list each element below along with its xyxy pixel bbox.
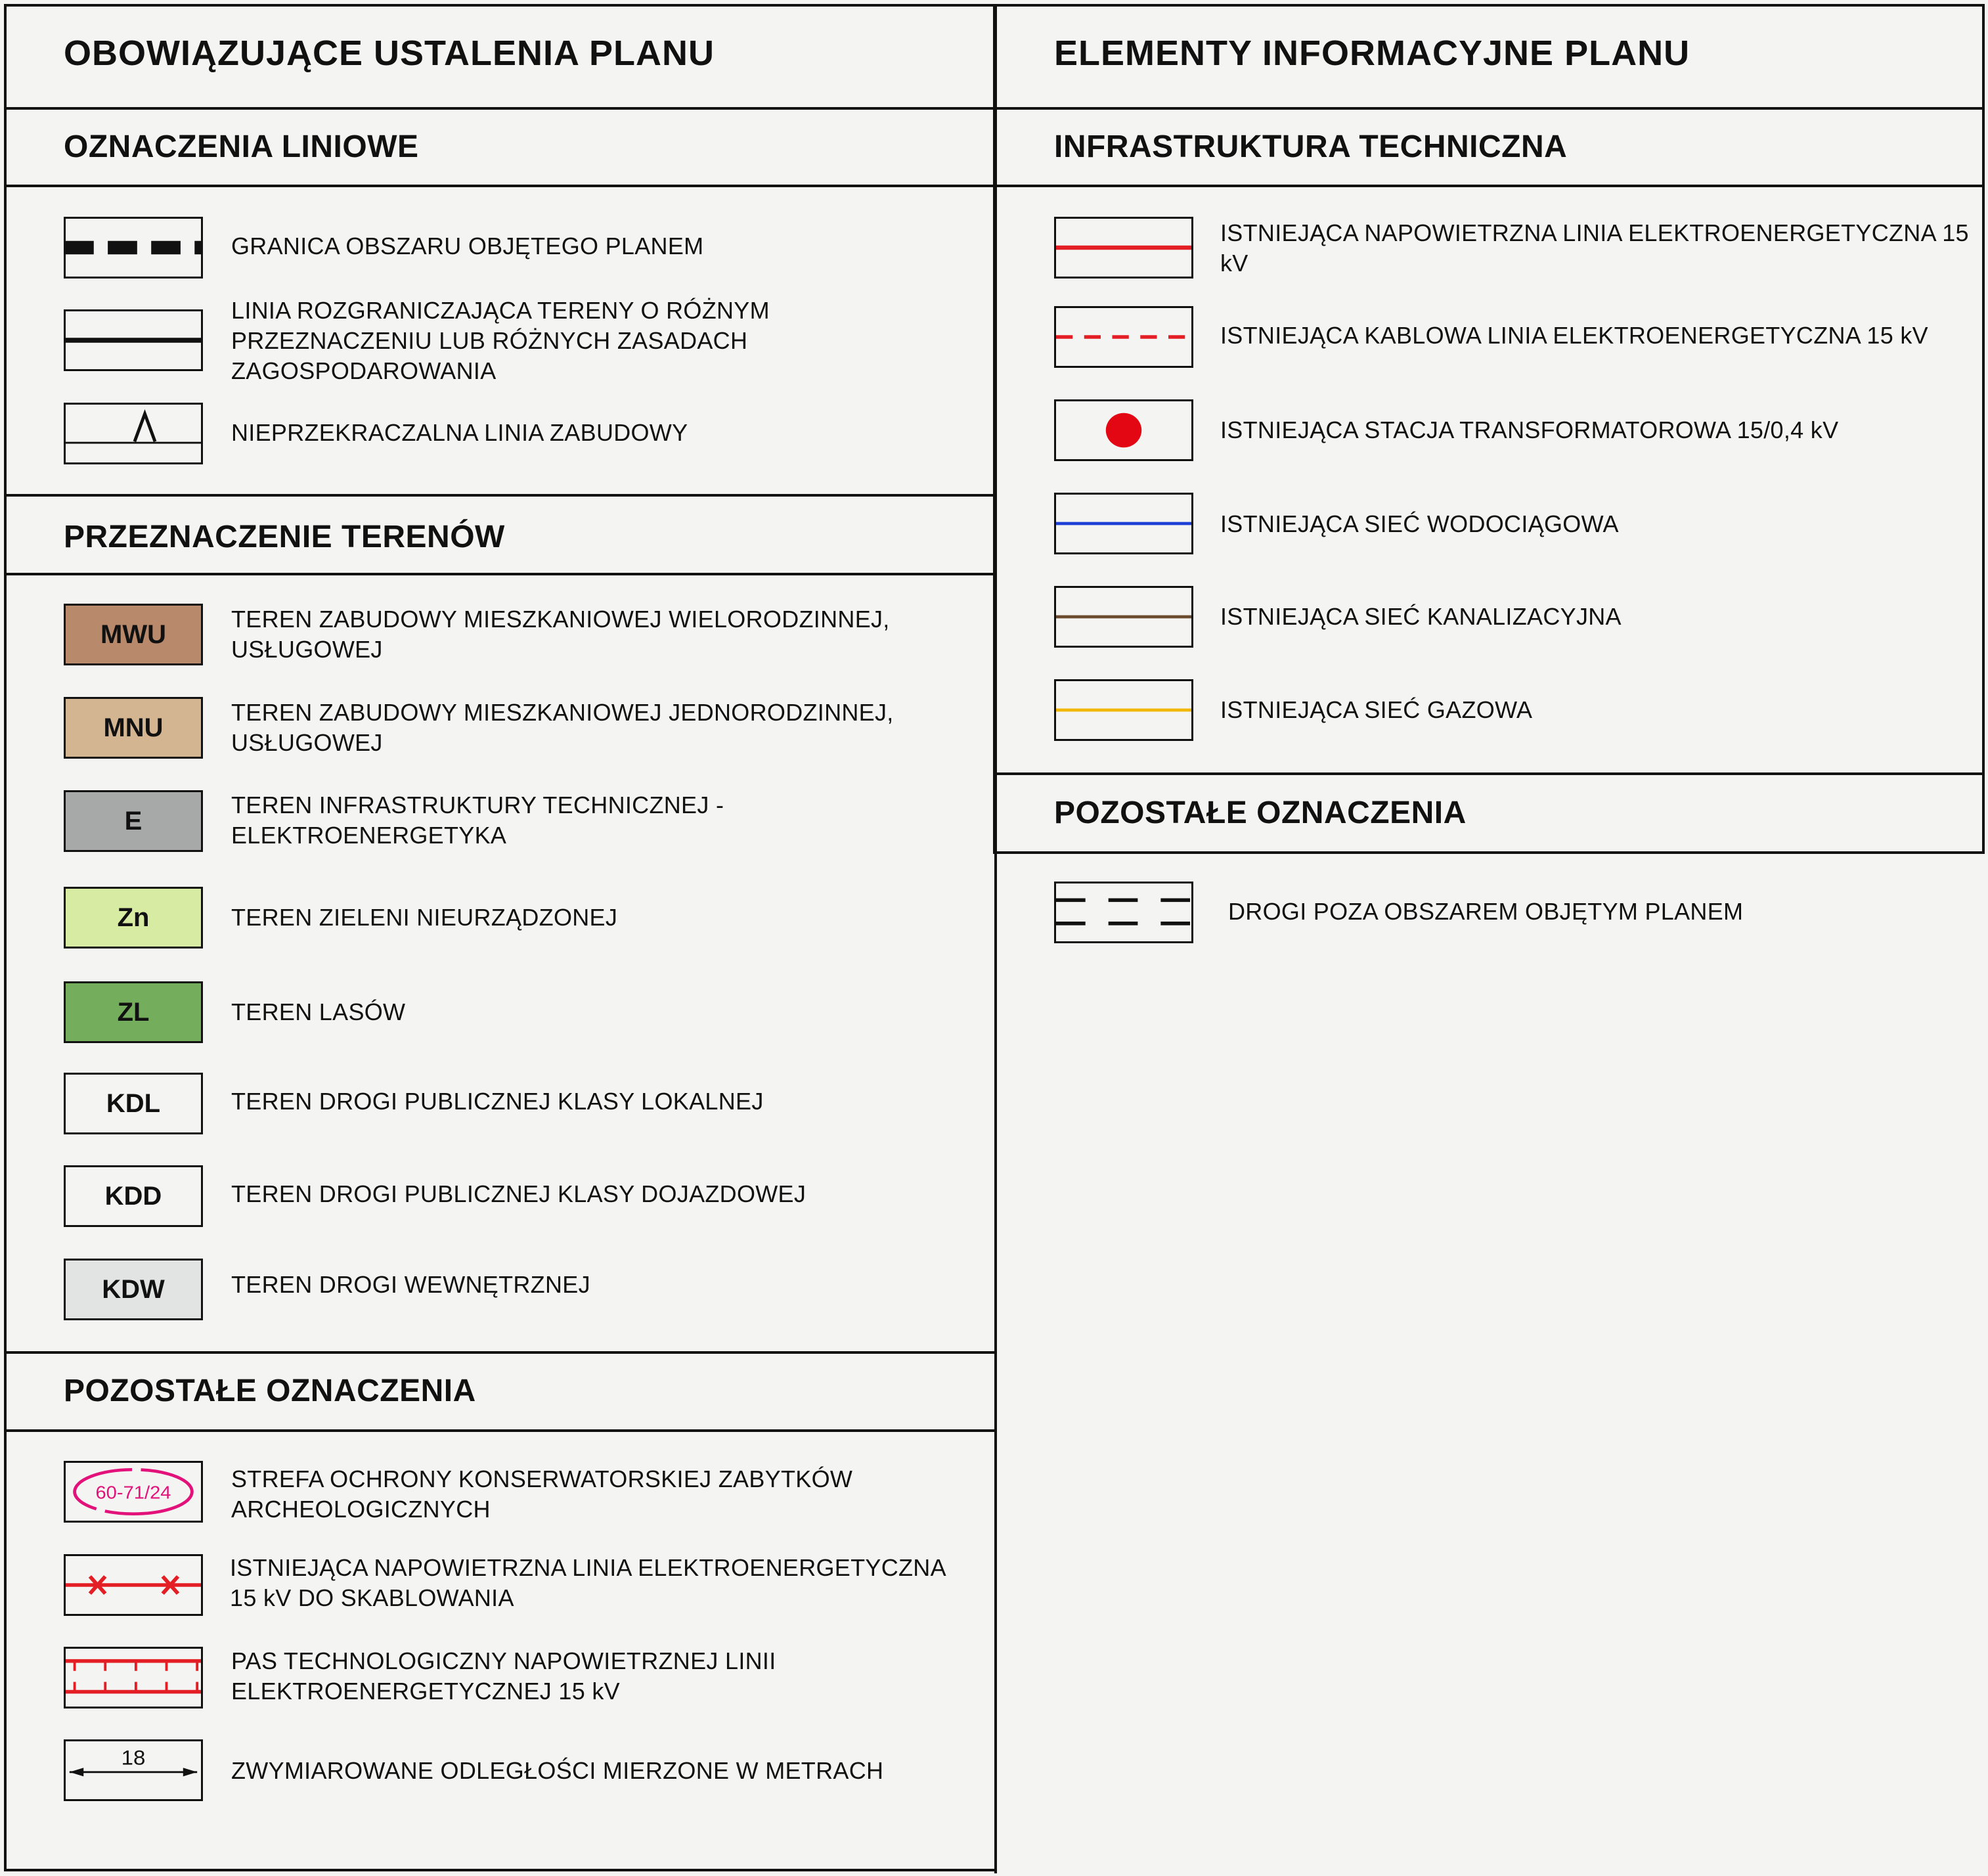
- landuse-label-zn: TEREN ZIELENI NIEURZĄDZONEJ: [231, 904, 618, 931]
- landuse-label-e: TEREN INFRASTRUKTURY TECHNICZNEJ - ELEKTROENERGETYKA: [231, 792, 724, 849]
- outside-roads-symbol: [1054, 882, 1193, 943]
- right-infra-divider: [993, 185, 1985, 187]
- landuse-label-kdw: TEREN DROGI WEWNĘTRZNEJ: [231, 1271, 590, 1298]
- building-line-label: NIEPRZEKRACZALNA LINIA ZABUDOWY: [231, 419, 688, 446]
- landuse-label-mwu: TEREN ZABUDOWY MIESZKANIOWEJ WIELORODZINNEJ, USŁUGOWEJ: [231, 606, 890, 663]
- landuse-code-e: E: [64, 790, 203, 852]
- transformer-station-symbol: [1054, 399, 1193, 461]
- gas-network-label: ISTNIEJĄCA SIEĆ GAZOWA: [1220, 696, 1533, 723]
- archaeological-zone-label: STREFA OCHRONY KONSERWATORSKIEJ ZABYTKÓW ARCHEOLOGICZNYCH: [231, 1465, 853, 1523]
- demarcation-line-symbol: [64, 309, 203, 371]
- plan-boundary-symbol: [64, 217, 203, 279]
- technology-strip-symbol: [64, 1647, 203, 1708]
- demarcation-line-label: LINIA ROZGRANICZAJĄCA TERENY O RÓŻNYM PRZEZNACZENIU LUB RÓŻNYCH ZASADACH ZAGOSPODAROWANIA: [231, 297, 770, 384]
- left-other-top-divider: [4, 1351, 997, 1354]
- right-other-heading: POZOSTAŁE OZNACZENIA: [1054, 795, 1467, 830]
- building-line-symbol: [64, 403, 203, 464]
- overhead-line-to-cable-label: ISTNIEJĄCA NAPOWIETRZNA LINIA ELEKTROENERGETYCZNA 15 kV DO SKABLOWANIA: [230, 1554, 945, 1611]
- water-network-symbol: [1054, 493, 1193, 554]
- center-divider: [994, 851, 997, 1873]
- left-title-divider: [4, 107, 997, 110]
- sewer-network-symbol: [1054, 586, 1193, 648]
- landuse-label-kdl: TEREN DROGI PUBLICZNEJ KLASY LOKALNEJ: [231, 1088, 764, 1115]
- plan-boundary-label: GRANICA OBSZARU OBJĘTEGO PLANEM: [231, 233, 704, 259]
- landuse-code-mwu: MWU: [64, 604, 203, 665]
- left-other-divider: [4, 1429, 997, 1432]
- archaeological-zone-symbol: [64, 1461, 203, 1523]
- right-title-divider: [993, 107, 1985, 110]
- right-other-top-divider: [993, 772, 1985, 775]
- right-title: ELEMENTY INFORMACYJNE PLANU: [1054, 34, 1690, 73]
- landuse-code-mnu: MNU: [64, 697, 203, 759]
- overhead-power-line-label: ISTNIEJĄCA NAPOWIETRZNA LINIA ELEKTROENERGETYCZNA 15 kV: [1220, 219, 1969, 277]
- landuse-label-kdd: TEREN DROGI PUBLICZNEJ KLASY DOJAZDOWEJ: [231, 1180, 806, 1207]
- transformer-station-label: ISTNIEJĄCA STACJA TRANSFORMATOROWA 15/0,4 kV: [1220, 416, 1839, 443]
- landuse-label-zl: TEREN LASÓW: [231, 998, 406, 1025]
- dimension-symbol: [64, 1739, 203, 1801]
- cable-power-line-label: ISTNIEJĄCA KABLOWA LINIA ELEKTROENERGETYCZNA 15 kV: [1220, 322, 1928, 349]
- left-linear-divider: [4, 185, 997, 187]
- landuse-code-kdd: KDD: [64, 1165, 203, 1227]
- linear-heading: OZNACZENIA LINIOWE: [64, 129, 419, 164]
- landuse-label-mnu: TEREN ZABUDOWY MIESZKANIOWEJ JEDNORODZINNEJ, USŁUGOWEJ: [231, 699, 894, 756]
- gas-network-symbol: [1054, 679, 1193, 741]
- sewer-network-label: ISTNIEJĄCA SIEĆ KANALIZACYJNA: [1220, 603, 1622, 630]
- left-title: OBOWIĄZUJĄCE USTALENIA PLANU: [64, 34, 715, 73]
- landuse-code-kdl: KDL: [64, 1073, 203, 1134]
- overhead-line-to-cable-symbol: [64, 1554, 203, 1616]
- landuse-code-zl: ZL: [64, 981, 203, 1043]
- landuse-code-kdw: KDW: [64, 1259, 203, 1320]
- landuse-code-zn: Zn: [64, 887, 203, 949]
- dimension-value: 18: [121, 1746, 146, 1770]
- archaeological-zone-code: 60-71/24: [95, 1482, 171, 1504]
- technology-strip-label: PAS TECHNOLOGICZNY NAPOWIETRZNEJ LINII ELEKTROENERGETYCZNEJ 15 kV: [231, 1647, 776, 1705]
- landuse-heading: PRZEZNACZENIE TERENÓW: [64, 520, 505, 554]
- left-landuse-top-divider: [4, 494, 997, 497]
- water-network-label: ISTNIEJĄCA SIEĆ WODOCIĄGOWA: [1220, 510, 1619, 537]
- dimension-label: ZWYMIAROWANE ODLEGŁOŚCI MIERZONE W METRACH: [231, 1757, 884, 1784]
- left-other-heading: POZOSTAŁE OZNACZENIA: [64, 1374, 476, 1408]
- overhead-power-line-symbol: [1054, 217, 1193, 279]
- left-landuse-divider: [4, 573, 997, 575]
- outside-roads-label: DROGI POZA OBSZAREM OBJĘTYM PLANEM: [1228, 898, 1744, 925]
- infra-heading: INFRASTRUKTURA TECHNICZNA: [1054, 129, 1568, 164]
- cable-power-line-symbol: [1054, 306, 1193, 368]
